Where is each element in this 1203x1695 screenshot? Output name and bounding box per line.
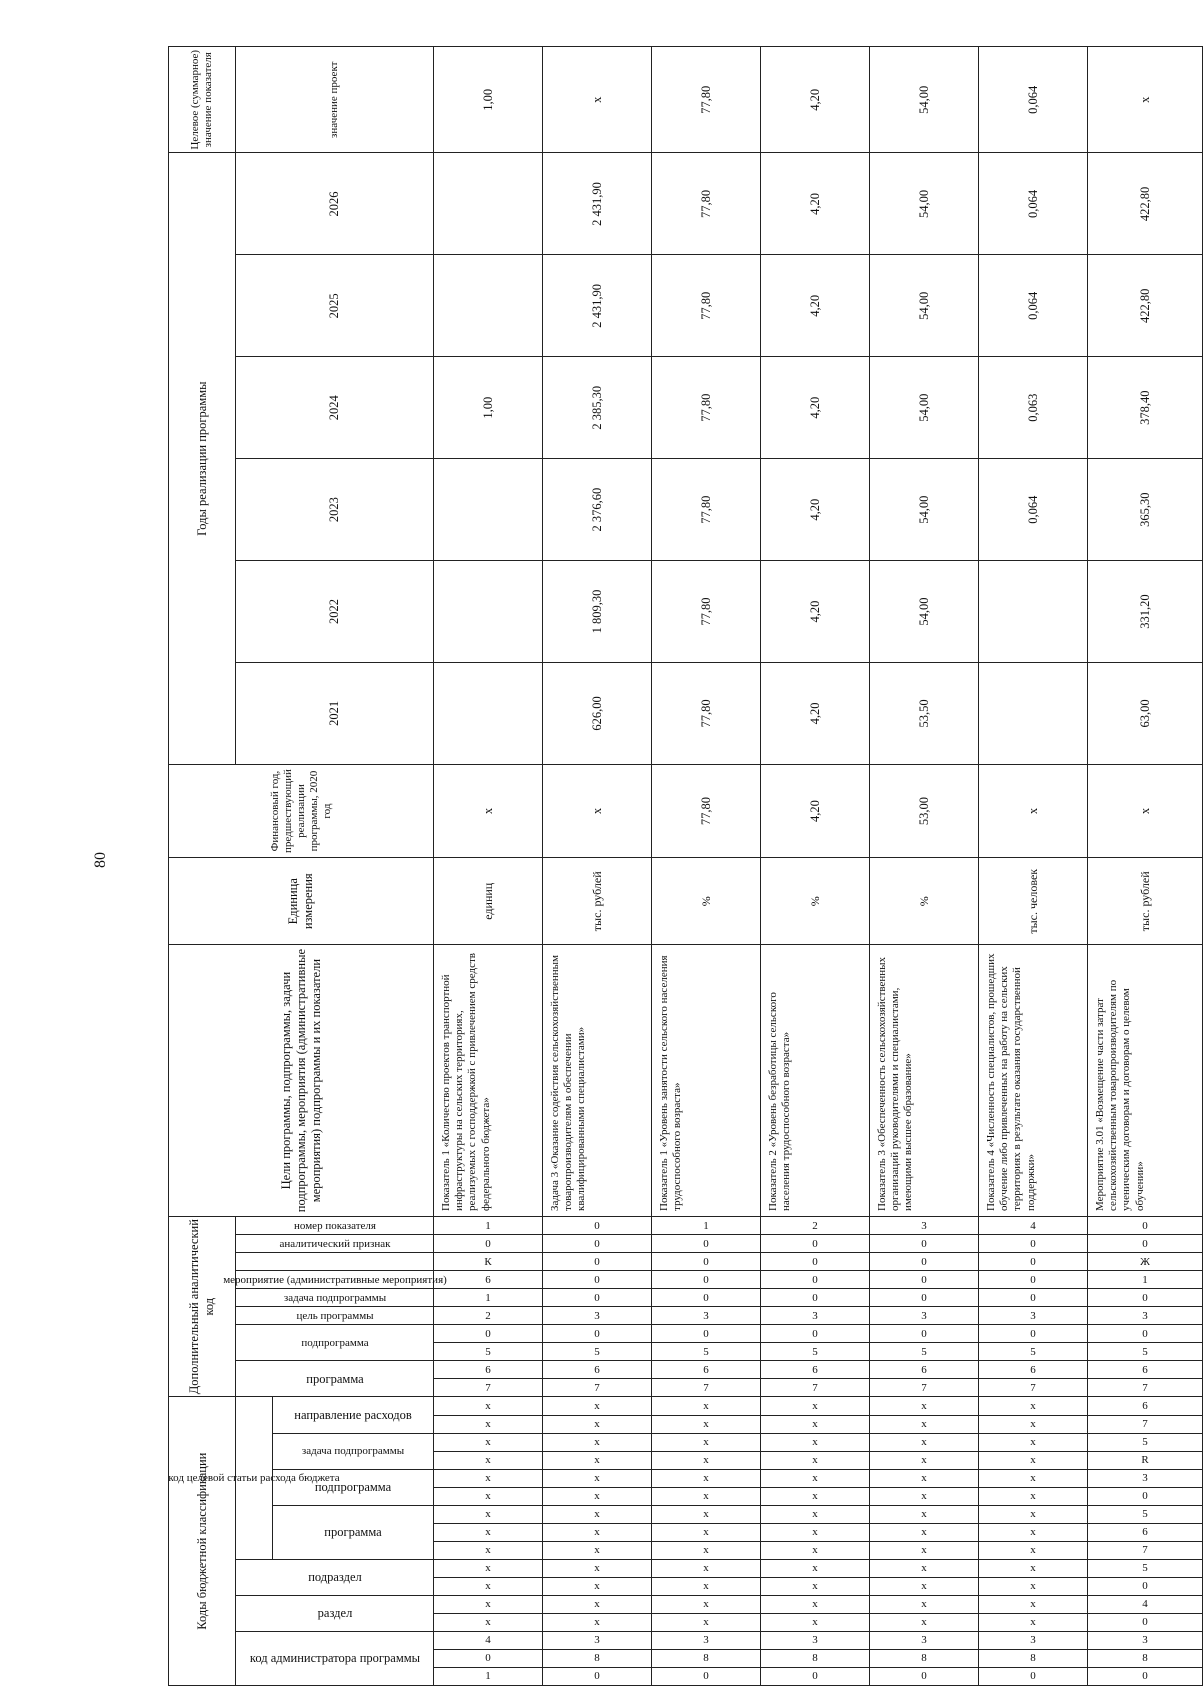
kbk-code-digit: 3 bbox=[1088, 1631, 1203, 1649]
kbk-code-digit: 0 bbox=[870, 1667, 979, 1685]
row-name: Задача 3 «Оказание содействия сельскохозяйственным товаропроизводителям в обеспечении квалифицированными специалистами» bbox=[543, 945, 652, 1217]
dak-code-digit: 6 bbox=[652, 1361, 761, 1379]
row-year-value: 4,20 bbox=[761, 561, 870, 663]
dak-code-digit: 0 bbox=[652, 1325, 761, 1343]
dak-code-digit: 1 bbox=[434, 1216, 543, 1234]
kbk-code-digit: х bbox=[652, 1577, 761, 1595]
kbk-code-digit: х bbox=[761, 1451, 870, 1469]
kbk-code-digit: х bbox=[761, 1541, 870, 1559]
page-number bbox=[90, 840, 112, 880]
row-fin-year-value: 77,80 bbox=[652, 764, 761, 857]
dak-code-digit: 0 bbox=[979, 1235, 1088, 1253]
dak-code-digit: 7 bbox=[761, 1379, 870, 1397]
kbk-code-digit: х bbox=[652, 1595, 761, 1613]
kbk-code-digit: 6 bbox=[1088, 1523, 1203, 1541]
kbk-code-digit: х bbox=[652, 1433, 761, 1451]
kbk-code-digit: х bbox=[434, 1595, 543, 1613]
dak-meropriyatie-cont bbox=[236, 1253, 434, 1271]
year-2022-header: 2022 bbox=[236, 561, 434, 663]
dak-code-digit: 3 bbox=[870, 1307, 979, 1325]
dak-code-digit: 4 bbox=[979, 1216, 1088, 1234]
dak-code-digit: 5 bbox=[652, 1343, 761, 1361]
napravlenie-header: направление расходов bbox=[273, 1397, 434, 1433]
kbk-code-digit: х bbox=[761, 1595, 870, 1613]
kbk-code-digit: х bbox=[434, 1559, 543, 1577]
kbk-code-digit: х bbox=[979, 1541, 1088, 1559]
row-year-value: 378,40 bbox=[1088, 357, 1203, 459]
kbk-code-digit: 0 bbox=[1088, 1487, 1203, 1505]
year-2025-header: 2025 bbox=[236, 255, 434, 357]
kbk-code-digit: х bbox=[543, 1505, 652, 1523]
dak-code-digit: 1 bbox=[1088, 1271, 1203, 1289]
kbk-code-digit: х bbox=[979, 1397, 1088, 1415]
row-year-value: 0,064 bbox=[979, 459, 1088, 561]
dak-code-digit: 7 bbox=[434, 1379, 543, 1397]
dak-code-digit: 0 bbox=[870, 1325, 979, 1343]
kbk-code-digit: х bbox=[543, 1613, 652, 1631]
kbk-code-digit: х bbox=[870, 1541, 979, 1559]
kbk-code-digit: х bbox=[543, 1523, 652, 1541]
row-name: Показатель 3 «Обеспеченность сельскохозяйственных организаций руководителями и специалистами, имеющими высшее образование» bbox=[870, 945, 979, 1217]
dak-code-digit: 6 bbox=[979, 1361, 1088, 1379]
year-2021-header: 2021 bbox=[236, 662, 434, 764]
dak-code-digit: 6 bbox=[543, 1361, 652, 1379]
row-year-value: 2 385,30 bbox=[543, 357, 652, 459]
dak-code-digit: 0 bbox=[870, 1253, 979, 1271]
dak-code-digit: 0 bbox=[979, 1271, 1088, 1289]
dak-code-digit: 0 bbox=[979, 1253, 1088, 1271]
row-year-value: 2 376,60 bbox=[543, 459, 652, 561]
dak-code-digit: 7 bbox=[979, 1379, 1088, 1397]
row-year-value: 4,20 bbox=[761, 459, 870, 561]
kbk-code-digit: х bbox=[543, 1415, 652, 1433]
kbk-code-digit: 5 bbox=[1088, 1559, 1203, 1577]
kbk-code-digit: х bbox=[652, 1469, 761, 1487]
table-row bbox=[543, 47, 652, 1686]
dak-priznak-header: аналитический признак bbox=[236, 1235, 434, 1253]
row-name: Мероприятие 3.01 «Возмещение части затрат сельскохозяйственным товаропроизводителям по ученическим договорам и договорам о целевом обучении» bbox=[1088, 945, 1203, 1217]
dak-code-digit: 6 bbox=[761, 1361, 870, 1379]
kbk-code-digit: 0 bbox=[1088, 1613, 1203, 1631]
table-row bbox=[652, 47, 761, 1686]
kbk-code-digit: х bbox=[761, 1505, 870, 1523]
dak-code-digit: 5 bbox=[870, 1343, 979, 1361]
kbk-code-digit: х bbox=[979, 1487, 1088, 1505]
row-year-value bbox=[979, 561, 1088, 663]
row-unit: % bbox=[652, 858, 761, 945]
kbk-code-digit: х bbox=[761, 1613, 870, 1631]
row-year-value: 2 431,90 bbox=[543, 153, 652, 255]
dak-meropriyatie-header: мероприятие (административные мероприятия) bbox=[236, 1271, 434, 1289]
kbk-code-digit: 8 bbox=[761, 1649, 870, 1667]
kbk-code-digit: х bbox=[543, 1487, 652, 1505]
kbk-code-digit: 8 bbox=[543, 1649, 652, 1667]
kbk-code-digit: 5 bbox=[1088, 1505, 1203, 1523]
kbk-code-digit: х bbox=[652, 1541, 761, 1559]
row-name: Показатель 1 «Уровень занятости сельского населения трудоспособного возраста» bbox=[652, 945, 761, 1217]
kbk-code-digit: х bbox=[979, 1505, 1088, 1523]
kbk-code-digit: 4 bbox=[434, 1631, 543, 1649]
page-number-text: 80 bbox=[92, 852, 109, 868]
dak-code-digit: 7 bbox=[543, 1379, 652, 1397]
row-name: Показатель 4 «Численность специалистов, прошедших обучение либо привлеченных на работу на сельских территориях в результате оказания государственной поддержки» bbox=[979, 945, 1088, 1217]
kbk-code-digit: 3 bbox=[1088, 1469, 1203, 1487]
years-header: Годы реализации программы bbox=[169, 153, 236, 764]
kbk-code-digit: 6 bbox=[1088, 1397, 1203, 1415]
row-target-value: х bbox=[543, 47, 652, 153]
row-target-value: 4,20 bbox=[761, 47, 870, 153]
dak-code-digit: 5 bbox=[434, 1343, 543, 1361]
row-year-value: 4,20 bbox=[761, 255, 870, 357]
dak-code-digit: 0 bbox=[543, 1271, 652, 1289]
row-year-value: 77,80 bbox=[652, 153, 761, 255]
dak-code-digit: К bbox=[434, 1253, 543, 1271]
kbk-code-digit: х bbox=[979, 1451, 1088, 1469]
kbk-code-digit: х bbox=[434, 1451, 543, 1469]
kbk-code-digit: х bbox=[979, 1433, 1088, 1451]
kbk-code-digit: х bbox=[870, 1451, 979, 1469]
kbk-code-digit: х bbox=[761, 1559, 870, 1577]
kbk-code-digit: х bbox=[761, 1433, 870, 1451]
row-target-value: 0,064 bbox=[979, 47, 1088, 153]
table-row bbox=[979, 47, 1088, 1686]
kbk-code-digit: х bbox=[870, 1433, 979, 1451]
row-year-value: 331,20 bbox=[1088, 561, 1203, 663]
kbk-code-digit: х bbox=[652, 1451, 761, 1469]
row-year-value bbox=[434, 255, 543, 357]
dak-code-digit: 0 bbox=[543, 1253, 652, 1271]
dak-zadacha-header: задача подпрограммы bbox=[236, 1289, 434, 1307]
dak-programma-header: программа bbox=[236, 1361, 434, 1397]
row-year-value: 54,00 bbox=[870, 561, 979, 663]
row-name: Показатель 2 «Уровень безработицы сельского населения трудоспособного возраста» bbox=[761, 945, 870, 1217]
kbk-code-digit: х bbox=[870, 1415, 979, 1433]
admin-code-header: код администратора программы bbox=[236, 1631, 434, 1685]
kbk-code-digit: х bbox=[434, 1505, 543, 1523]
kbk-code-digit: х bbox=[761, 1415, 870, 1433]
row-year-value: 77,80 bbox=[652, 662, 761, 764]
kbk-code-digit: х bbox=[543, 1595, 652, 1613]
dak-code-digit: 0 bbox=[761, 1235, 870, 1253]
kbk-code-digit: х bbox=[543, 1577, 652, 1595]
kbk-code-digit: х bbox=[543, 1559, 652, 1577]
kbk-code-digit: х bbox=[434, 1469, 543, 1487]
kbk-code-digit: 3 bbox=[543, 1631, 652, 1649]
dak-code-digit: 0 bbox=[1088, 1325, 1203, 1343]
dak-code-digit: 7 bbox=[870, 1379, 979, 1397]
kbk-code-digit: 0 bbox=[761, 1667, 870, 1685]
dak-code-digit: 5 bbox=[1088, 1343, 1203, 1361]
row-year-value: 2 431,90 bbox=[543, 255, 652, 357]
dak-code-digit: 0 bbox=[1088, 1289, 1203, 1307]
fin-year-header: Финансовый год, предшествующий реализации программы, 2020 год bbox=[169, 764, 434, 857]
row-year-value bbox=[434, 459, 543, 561]
row-year-value: 365,30 bbox=[1088, 459, 1203, 561]
dak-code-digit: 7 bbox=[652, 1379, 761, 1397]
kbk-code-digit: 3 bbox=[761, 1631, 870, 1649]
dak-code-digit: 0 bbox=[652, 1271, 761, 1289]
row-unit: тыс. человек bbox=[979, 858, 1088, 945]
kbk-code-digit: 0 bbox=[1088, 1667, 1203, 1685]
row-year-value: 53,50 bbox=[870, 662, 979, 764]
dak-code-digit: 2 bbox=[761, 1216, 870, 1234]
row-year-value: 54,00 bbox=[870, 153, 979, 255]
row-year-value: 77,80 bbox=[652, 459, 761, 561]
kbk-code-digit: х bbox=[979, 1595, 1088, 1613]
dak-code-digit: 7 bbox=[1088, 1379, 1203, 1397]
year-2026-header: 2026 bbox=[236, 153, 434, 255]
dak-code-digit: 0 bbox=[870, 1271, 979, 1289]
kbk-code-digit: х bbox=[434, 1541, 543, 1559]
dak-code-digit: 5 bbox=[543, 1343, 652, 1361]
table-row bbox=[761, 47, 870, 1686]
dak-code-digit: 3 bbox=[1088, 1307, 1203, 1325]
dak-code-digit: 0 bbox=[543, 1289, 652, 1307]
kbk-code-digit: 3 bbox=[979, 1631, 1088, 1649]
dak-code-digit: 0 bbox=[761, 1253, 870, 1271]
dak-code-digit: 0 bbox=[1088, 1216, 1203, 1234]
kbk-code-digit: 0 bbox=[434, 1649, 543, 1667]
row-year-value: 422,80 bbox=[1088, 255, 1203, 357]
dak-code-digit: 0 bbox=[761, 1271, 870, 1289]
year-2023-header: 2023 bbox=[236, 459, 434, 561]
dak-code-digit: 2 bbox=[434, 1307, 543, 1325]
row-unit: единиц bbox=[434, 858, 543, 945]
kbk-header: Коды бюджетной классификации bbox=[169, 1397, 236, 1686]
table-row bbox=[434, 47, 543, 1686]
kbk-code-digit: R bbox=[1088, 1451, 1203, 1469]
row-year-value bbox=[434, 153, 543, 255]
zadacha-header: задача подпрограммы bbox=[273, 1433, 434, 1469]
dak-code-digit: 0 bbox=[434, 1235, 543, 1253]
row-year-value: 4,20 bbox=[761, 357, 870, 459]
year-2024-header: 2024 bbox=[236, 357, 434, 459]
row-year-value bbox=[979, 662, 1088, 764]
kbk-code-digit: 1 bbox=[434, 1667, 543, 1685]
kbk-code-digit: х bbox=[979, 1577, 1088, 1595]
kbk-code-digit: х bbox=[434, 1613, 543, 1631]
program-indicators-table bbox=[168, 46, 1203, 1686]
row-target-value: 77,80 bbox=[652, 47, 761, 153]
dak-podprogramma-header: подпрограмма bbox=[236, 1325, 434, 1361]
row-year-value: 54,00 bbox=[870, 357, 979, 459]
row-unit: % bbox=[870, 858, 979, 945]
row-target-value: 1,00 bbox=[434, 47, 543, 153]
kbk-code-digit: х bbox=[761, 1523, 870, 1541]
row-fin-year-value: 4,20 bbox=[761, 764, 870, 857]
row-fin-year-value: х bbox=[543, 764, 652, 857]
kbk-code-digit: 7 bbox=[1088, 1415, 1203, 1433]
row-year-value: 422,80 bbox=[1088, 153, 1203, 255]
dak-code-digit: Ж bbox=[1088, 1253, 1203, 1271]
kbk-code-digit: х bbox=[434, 1577, 543, 1595]
dak-code-digit: 3 bbox=[870, 1216, 979, 1234]
row-year-value bbox=[434, 662, 543, 764]
dak-code-digit: 0 bbox=[543, 1325, 652, 1343]
row-year-value: 54,00 bbox=[870, 459, 979, 561]
dak-code-digit: 0 bbox=[652, 1235, 761, 1253]
dak-code-digit: 3 bbox=[761, 1307, 870, 1325]
row-year-value: 0,064 bbox=[979, 153, 1088, 255]
row-year-value: 0,063 bbox=[979, 357, 1088, 459]
dak-code-digit: 0 bbox=[979, 1325, 1088, 1343]
dak-header: Дополнительный аналитический код bbox=[169, 1216, 236, 1396]
kbk-code-digit: х bbox=[543, 1451, 652, 1469]
row-year-value: 4,20 bbox=[761, 662, 870, 764]
table-row bbox=[1088, 47, 1203, 1686]
kbk-code-digit: 8 bbox=[870, 1649, 979, 1667]
dak-code-digit: 1 bbox=[434, 1289, 543, 1307]
kbk-code-digit: 5 bbox=[1088, 1433, 1203, 1451]
kbk-code-digit: х bbox=[543, 1433, 652, 1451]
kbk-code-digit: 8 bbox=[652, 1649, 761, 1667]
kbk-code-digit: 0 bbox=[1088, 1577, 1203, 1595]
dak-code-digit: 3 bbox=[543, 1307, 652, 1325]
kbk-code-digit: 3 bbox=[870, 1631, 979, 1649]
programma-header: программа bbox=[273, 1505, 434, 1559]
row-year-value bbox=[434, 561, 543, 663]
dak-cel-header: цель программы bbox=[236, 1307, 434, 1325]
kbk-code-digit: х bbox=[652, 1415, 761, 1433]
kbk-code-digit: х bbox=[979, 1559, 1088, 1577]
kbk-code-digit: 4 bbox=[1088, 1595, 1203, 1613]
kbk-code-digit: х bbox=[434, 1397, 543, 1415]
dak-code-digit: 3 bbox=[979, 1307, 1088, 1325]
dak-code-digit: 6 bbox=[434, 1271, 543, 1289]
kbk-code-digit: х bbox=[434, 1523, 543, 1541]
kbk-code-digit: х bbox=[652, 1505, 761, 1523]
dak-nomer-header: номер показателя bbox=[236, 1216, 434, 1234]
row-year-value: 1 809,30 bbox=[543, 561, 652, 663]
row-fin-year-value: х bbox=[979, 764, 1088, 857]
dak-code-digit: 6 bbox=[870, 1361, 979, 1379]
kbk-code-digit: х bbox=[979, 1469, 1088, 1487]
kbk-code-digit: х bbox=[870, 1559, 979, 1577]
kbk-code-digit: х bbox=[652, 1613, 761, 1631]
dak-code-digit: 0 bbox=[543, 1235, 652, 1253]
podprogramma-header: подпрограмма bbox=[273, 1469, 434, 1505]
kbk-code-digit: х bbox=[652, 1559, 761, 1577]
row-fin-year-value: х bbox=[434, 764, 543, 857]
table-row bbox=[870, 47, 979, 1686]
row-year-value: 1,00 bbox=[434, 357, 543, 459]
row-year-value: 626,00 bbox=[543, 662, 652, 764]
kbk-code-digit: 0 bbox=[652, 1667, 761, 1685]
row-year-value: 77,80 bbox=[652, 255, 761, 357]
dak-code-digit: 0 bbox=[543, 1216, 652, 1234]
kbk-code-digit: х bbox=[761, 1577, 870, 1595]
row-year-value: 54,00 bbox=[870, 255, 979, 357]
target-header: Целевое (суммарное) значение показателя bbox=[169, 47, 236, 153]
kbk-code-digit: 0 bbox=[543, 1667, 652, 1685]
row-year-value: 0,064 bbox=[979, 255, 1088, 357]
razdel-header: раздел bbox=[236, 1595, 434, 1631]
kbk-code-digit: 8 bbox=[979, 1649, 1088, 1667]
kbk-code-digit: х bbox=[761, 1397, 870, 1415]
goals-header: Цели программы, подпрограммы, задачи подпрограммы, мероприятия (административные мероприятия) подпрограммы и их показатели bbox=[169, 945, 434, 1217]
kcsr-header: код целевой статьи расхода бюджета bbox=[236, 1397, 273, 1559]
row-fin-year-value: 53,00 bbox=[870, 764, 979, 857]
dak-code-digit: 0 bbox=[761, 1325, 870, 1343]
dak-code-digit: 0 bbox=[1088, 1235, 1203, 1253]
row-fin-year-value: х bbox=[1088, 764, 1203, 857]
kbk-code-digit: х bbox=[979, 1523, 1088, 1541]
kbk-code-digit: 8 bbox=[1088, 1649, 1203, 1667]
kbk-code-digit: х bbox=[761, 1469, 870, 1487]
target-sub-header: значение проект bbox=[236, 47, 434, 153]
dak-code-digit: 0 bbox=[870, 1235, 979, 1253]
row-unit: тыс. рублей bbox=[1088, 858, 1203, 945]
row-name: Показатель 1 «Количество проектов транспортной инфраструктуры на сельских территориях, реализуемых с господдержкой с привлечением средств федерального бюджета» bbox=[434, 945, 543, 1217]
kbk-code-digit: х bbox=[434, 1415, 543, 1433]
kbk-code-digit: 3 bbox=[652, 1631, 761, 1649]
dak-code-digit: 0 bbox=[434, 1325, 543, 1343]
kbk-code-digit: х bbox=[870, 1469, 979, 1487]
dak-code-digit: 0 bbox=[652, 1253, 761, 1271]
row-year-value: 4,20 bbox=[761, 153, 870, 255]
kbk-code-digit: х bbox=[870, 1595, 979, 1613]
kbk-code-digit: х bbox=[870, 1577, 979, 1595]
kbk-code-digit: х bbox=[761, 1487, 870, 1505]
dak-code-digit: 0 bbox=[870, 1289, 979, 1307]
kbk-code-digit: х bbox=[434, 1433, 543, 1451]
kbk-code-digit: 7 bbox=[1088, 1541, 1203, 1559]
dak-code-digit: 1 bbox=[652, 1216, 761, 1234]
dak-code-digit: 5 bbox=[761, 1343, 870, 1361]
dak-code-digit: 0 bbox=[761, 1289, 870, 1307]
row-unit: тыс. рублей bbox=[543, 858, 652, 945]
kbk-code-digit: х bbox=[870, 1523, 979, 1541]
unit-header: Единица измерения bbox=[169, 858, 434, 945]
kbk-code-digit: х bbox=[652, 1397, 761, 1415]
kbk-code-digit: 0 bbox=[979, 1667, 1088, 1685]
dak-code-digit: 6 bbox=[434, 1361, 543, 1379]
kbk-code-digit: х bbox=[870, 1397, 979, 1415]
kbk-code-digit: х bbox=[870, 1505, 979, 1523]
kbk-code-digit: х bbox=[434, 1487, 543, 1505]
kbk-code-digit: х bbox=[870, 1487, 979, 1505]
dak-code-digit: 0 bbox=[652, 1289, 761, 1307]
row-target-value: 54,00 bbox=[870, 47, 979, 153]
dak-code-digit: 5 bbox=[979, 1343, 1088, 1361]
kbk-code-digit: х bbox=[543, 1397, 652, 1415]
kbk-code-digit: х bbox=[652, 1523, 761, 1541]
kbk-code-digit: х bbox=[979, 1415, 1088, 1433]
dak-code-digit: 3 bbox=[652, 1307, 761, 1325]
row-year-value: 77,80 bbox=[652, 357, 761, 459]
kbk-code-digit: х bbox=[870, 1613, 979, 1631]
kbk-code-digit: х bbox=[652, 1487, 761, 1505]
row-target-value: х bbox=[1088, 47, 1203, 153]
podrazdel-header: подраздел bbox=[236, 1559, 434, 1595]
rotated-table-container bbox=[168, 46, 1172, 1686]
row-year-value: 63,00 bbox=[1088, 662, 1203, 764]
kbk-code-digit: х bbox=[543, 1541, 652, 1559]
kbk-code-digit: х bbox=[543, 1469, 652, 1487]
row-year-value: 77,80 bbox=[652, 561, 761, 663]
row-unit: % bbox=[761, 858, 870, 945]
dak-code-digit: 6 bbox=[1088, 1361, 1203, 1379]
dak-code-digit: 0 bbox=[979, 1289, 1088, 1307]
kbk-code-digit: х bbox=[979, 1613, 1088, 1631]
